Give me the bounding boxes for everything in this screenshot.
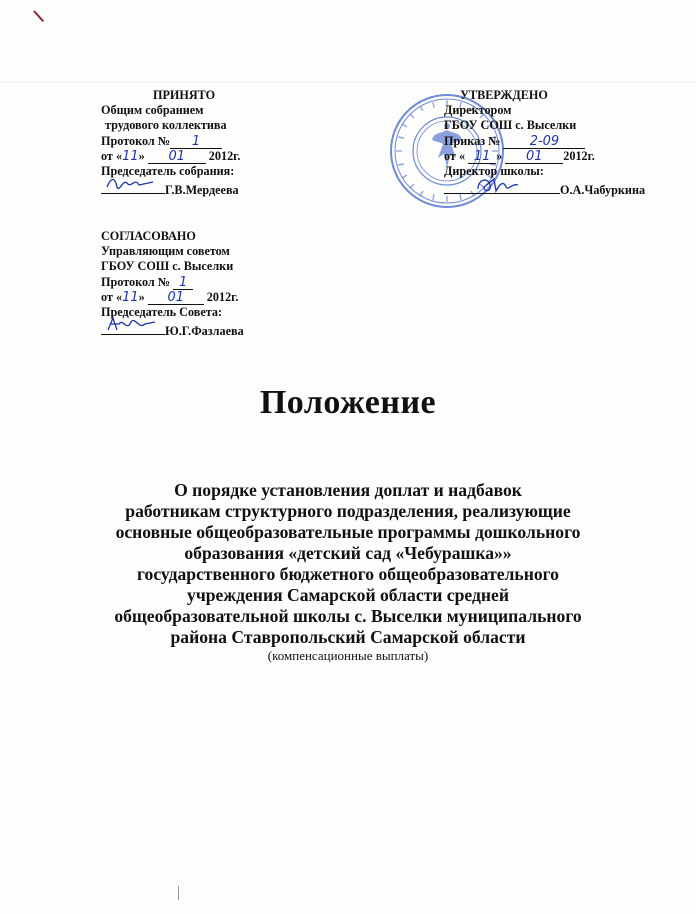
agreed-line2: ГБОУ СОШ с. Выселки bbox=[101, 259, 234, 274]
agreed-date-year: 2012г. bbox=[206, 289, 239, 304]
approved-line1: Директором bbox=[444, 103, 512, 118]
accepted-protocol-label: Протокол № bbox=[101, 133, 171, 148]
agreed-date-month: 01 bbox=[167, 289, 185, 305]
agreed-line1: Управляющим советом bbox=[101, 244, 230, 259]
approved-date-prefix: от « bbox=[444, 148, 466, 163]
agreed-signature bbox=[101, 320, 165, 335]
approved-date-year: 2012г. bbox=[563, 148, 595, 163]
subtitle-line: учреждения Самарской области средней bbox=[187, 585, 509, 605]
approved-order-label: Приказ № bbox=[444, 133, 501, 148]
agreed-date-day: 11 bbox=[122, 289, 139, 305]
approved-date-day: 11 bbox=[473, 148, 491, 164]
scan-artifact-line bbox=[0, 82, 696, 83]
agreed-protocol-label: Протокол № bbox=[101, 274, 171, 289]
accepted-signature bbox=[101, 179, 165, 194]
accepted-title: ПРИНЯТО bbox=[153, 88, 216, 102]
approved-signature bbox=[444, 179, 560, 194]
approved-date-mid: » bbox=[496, 148, 503, 163]
accepted-line2: трудового коллектива bbox=[105, 118, 227, 133]
accepted-date bbox=[101, 149, 240, 164]
document-subtitle bbox=[98, 480, 598, 663]
approved-title: УТВЕРЖДЕНО bbox=[460, 88, 548, 102]
agreed-chair-name: Ю.Г.Фазлаева bbox=[165, 324, 244, 339]
subtitle-line: государственного бюджетного общеобразовательного bbox=[137, 564, 559, 584]
agreed-block bbox=[101, 229, 244, 339]
accepted-chair bbox=[101, 179, 240, 198]
agreed-date bbox=[101, 290, 244, 305]
accepted-date-day: 11 bbox=[122, 148, 139, 164]
accepted-chair-label: Председатель собрания: bbox=[101, 164, 235, 179]
corner-pen-mark bbox=[33, 10, 44, 22]
document-title: Положение bbox=[259, 384, 437, 421]
subtitle-line: основные общеобразовательные программы дошкольного bbox=[115, 522, 581, 542]
document-note: (компенсационные выплаты) bbox=[267, 648, 429, 663]
subtitle-line: общеобразовательной школы с. Выселки муниципального bbox=[114, 606, 582, 626]
subtitle-line: района Ставропольский Самарской области bbox=[170, 627, 526, 647]
agreed-date-prefix: от « bbox=[101, 289, 123, 304]
accepted-date-year: 2012г. bbox=[208, 148, 241, 163]
accepted-protocol bbox=[101, 134, 240, 149]
approved-director bbox=[444, 179, 645, 198]
agreed-date-mid: » bbox=[138, 289, 145, 304]
approved-block bbox=[444, 88, 645, 198]
approved-line2: ГБОУ СОШ с. Выселки bbox=[444, 118, 577, 133]
approved-director-label: Директор школы: bbox=[444, 164, 544, 179]
approved-order-number: 2-09 bbox=[529, 133, 560, 149]
signature-mark bbox=[448, 173, 538, 197]
accepted-chair-name: Г.В.Мердеева bbox=[165, 183, 239, 198]
subtitle-line: образования «детский сад «Чебурашка»» bbox=[184, 543, 512, 563]
agreed-protocol-number: 1 bbox=[178, 274, 188, 290]
accepted-date-month: 01 bbox=[168, 148, 186, 164]
approved-order bbox=[444, 134, 645, 149]
accepted-protocol-number: 1 bbox=[191, 133, 201, 149]
approved-director-name: О.А.Чабуркина bbox=[560, 183, 646, 198]
approved-date-month: 01 bbox=[525, 148, 543, 164]
scan-artifact-tick bbox=[178, 886, 179, 900]
accepted-date-prefix: от « bbox=[101, 148, 123, 163]
subtitle-line: О порядке установления доплат и надбавок bbox=[174, 480, 522, 500]
agreed-chair bbox=[101, 320, 244, 339]
agreed-title: СОГЛАСОВАНО bbox=[101, 229, 196, 243]
accepted-block bbox=[101, 88, 240, 198]
accepted-date-mid: » bbox=[138, 148, 145, 163]
accepted-line1: Общим собранием bbox=[101, 103, 204, 118]
signature-mark bbox=[105, 314, 161, 336]
agreed-chair-label: Председатель Совета: bbox=[101, 305, 223, 320]
subtitle-line: работникам структурного подразделения, реализующие bbox=[125, 501, 571, 521]
approved-date bbox=[444, 149, 645, 164]
agreed-protocol bbox=[101, 275, 244, 290]
signature-mark bbox=[105, 173, 161, 195]
